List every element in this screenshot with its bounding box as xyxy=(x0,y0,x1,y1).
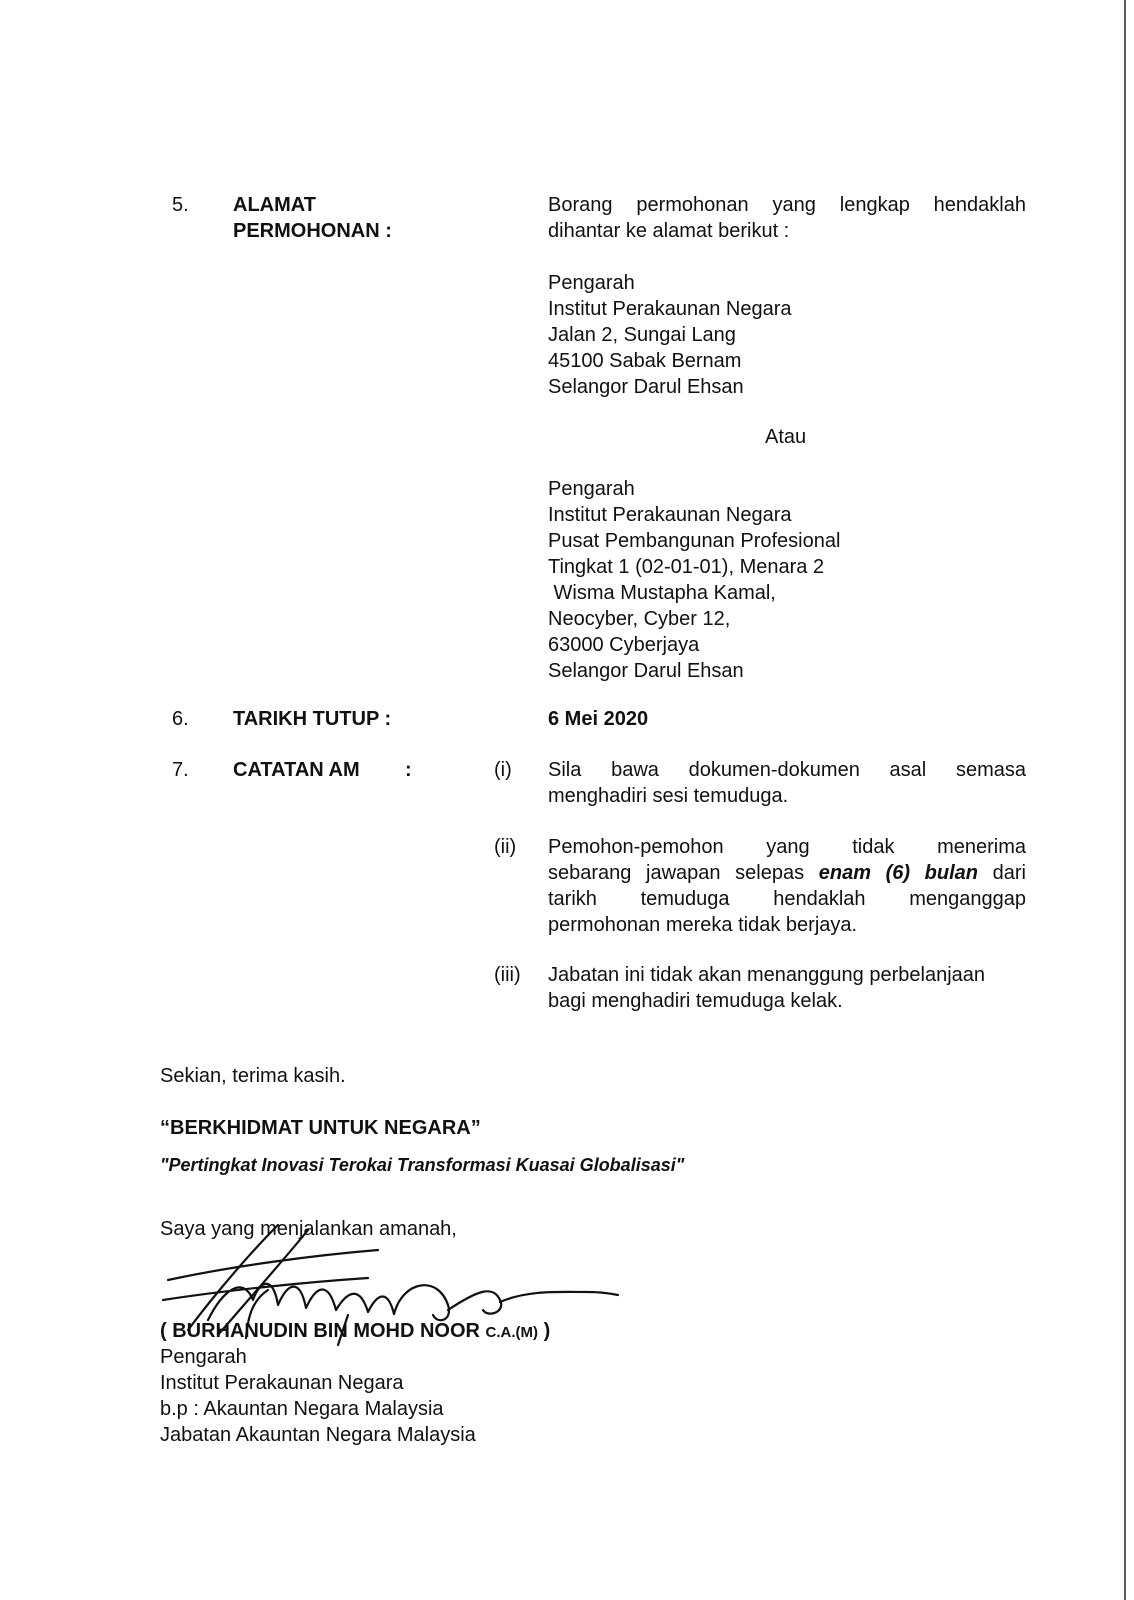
signatory-details xyxy=(160,1344,476,1448)
item-number-5: 5. xyxy=(172,194,189,216)
item-number-7: 7. xyxy=(172,759,189,781)
signatory-line: b.p : Akauntan Negara Malaysia xyxy=(160,1398,444,1420)
note-marker-iii: (iii) xyxy=(494,964,521,986)
note-ii-text: sebarang jawapan selepas xyxy=(548,862,819,884)
address-line: Selangor Darul Ehsan xyxy=(548,376,744,398)
signatory-line: Pengarah xyxy=(160,1346,247,1368)
address-line: Neocyber, Cyber 12, xyxy=(548,608,731,630)
address-line: Wisma Mustapha Kamal, xyxy=(548,582,776,604)
note-ii-line3: tarikh temuduga hendaklah menganggap xyxy=(548,888,1026,910)
signatory-credential: C.A.(M) xyxy=(485,1324,539,1341)
address-line: Institut Perakaunan Negara xyxy=(548,504,792,526)
address-line: Institut Perakaunan Negara xyxy=(548,298,792,320)
signatory-name xyxy=(160,1318,550,1346)
address-line: Tingkat 1 (02-01-01), Menara 2 xyxy=(548,556,825,578)
address-line: Jalan 2, Sungai Lang xyxy=(548,324,736,346)
alamat-intro-line1: Borang permohonan yang lengkap hendaklah xyxy=(548,194,1026,216)
signatory-name-text: ( BURHANUDIN BIN MOHD NOOR xyxy=(160,1320,486,1342)
note-iii-line2: bagi menghadiri temuduga kelak. xyxy=(548,990,843,1012)
alamat-intro-line2: dihantar ke alamat berikut : xyxy=(548,220,790,242)
closing-date-value: 6 Mei 2020 xyxy=(548,708,649,730)
note-marker-ii: (ii) xyxy=(494,836,517,858)
tagline: "Pertingkat Inovasi Terokai Transformasi Kuasai Globalisasi" xyxy=(160,1155,685,1175)
label-alamat: ALAMAT xyxy=(233,194,316,216)
closing-thanks: Sekian, terima kasih. xyxy=(160,1065,346,1087)
signatory-line: Institut Perakaunan Negara xyxy=(160,1372,404,1394)
address-line: Selangor Darul Ehsan xyxy=(548,660,744,682)
address-line: 63000 Cyberjaya xyxy=(548,634,700,656)
signatory-line: Jabatan Akauntan Negara Malaysia xyxy=(160,1424,476,1446)
address-line: Pusat Pembangunan Profesional xyxy=(548,530,841,552)
note-ii-line4: permohonan mereka tidak berjaya. xyxy=(548,914,858,936)
address-line: 45100 Sabak Bernam xyxy=(548,350,742,372)
page-edge-line xyxy=(1124,0,1126,1600)
note-marker-i: (i) xyxy=(494,759,512,781)
address-line: Pengarah xyxy=(548,478,635,500)
note-ii-line1: Pemohon-pemohon yang tidak menerima xyxy=(548,836,1026,858)
address-block-2 xyxy=(548,476,1026,684)
note-ii-text: dari xyxy=(978,862,1026,884)
label-tarikh-tutup: TARIKH TUTUP : xyxy=(233,708,392,730)
item-number-6: 6. xyxy=(172,708,189,730)
address-line: Pengarah xyxy=(548,272,635,294)
note-ii-emphasis: enam (6) bulan xyxy=(818,862,979,884)
motto: “BERKHIDMAT UNTUK NEGARA” xyxy=(160,1117,481,1139)
label-permohonan: PERMOHONAN : xyxy=(233,220,392,242)
label-catatan-am-colon: : xyxy=(405,759,412,781)
note-iii-line1: Jabatan ini tidak akan menanggung perbelanjaan xyxy=(548,964,986,986)
note-i-line2: menghadiri sesi temuduga. xyxy=(548,785,789,807)
label-catatan-am xyxy=(233,757,360,783)
note-ii-line2 xyxy=(548,860,1026,886)
address-separator: Atau xyxy=(765,426,807,448)
note-i-line1: Sila bawa dokumen-dokumen asal semasa xyxy=(548,759,1026,781)
label-catatan-am-text: CATATAN AM xyxy=(233,759,360,781)
signoff: Saya yang menjalankan amanah, xyxy=(160,1218,457,1240)
address-block-1 xyxy=(548,270,1026,400)
signatory-close-paren: ) xyxy=(538,1320,551,1342)
